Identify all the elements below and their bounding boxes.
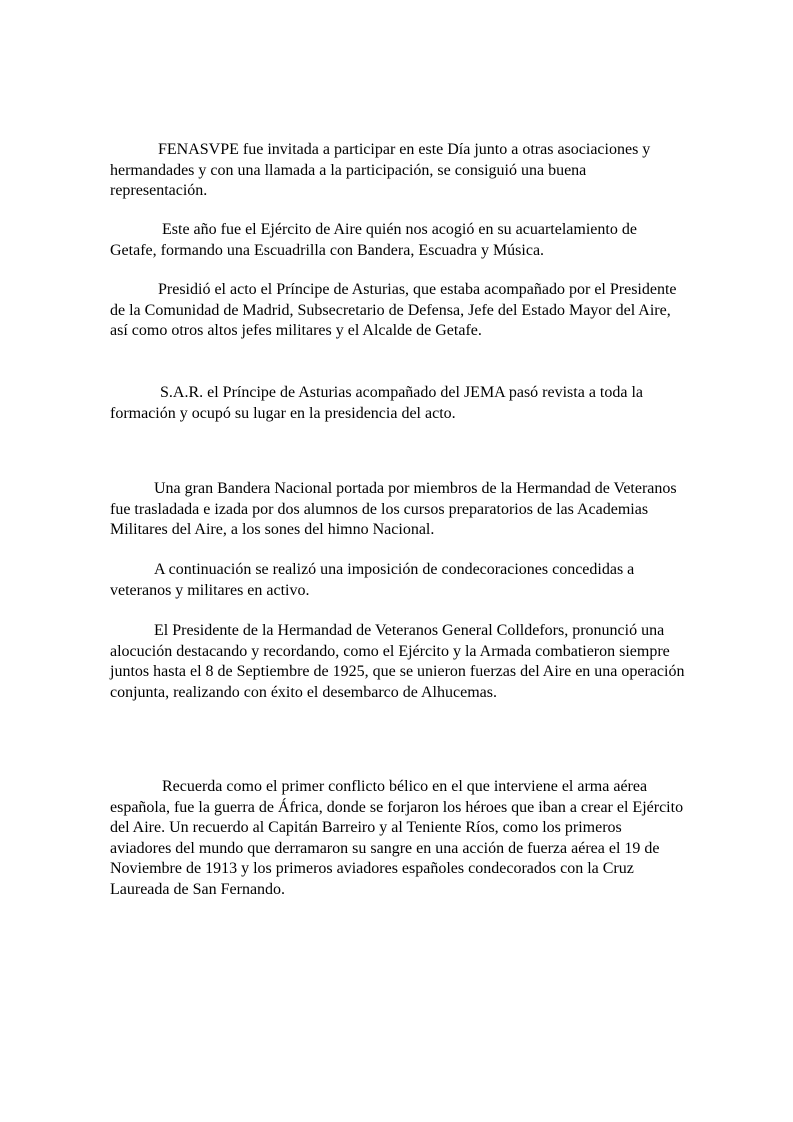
paragraph-recuerda-conflicto: Recuerda como el primer conflicto bélico en el que interviene el arma aérea española, fue la guerra de África, donde se forjaron los héroes que iban a crear el Ejército del Aire. Un recuerdo al Capitán Barreiro y al Teniente Ríos, como los primeros aviadores del mundo que derramaron su sangre en una acción de fuerza aérea el 19 de Noviembre de 1913 y los primeros aviadores españoles condecorados con la Cruz Laureada de San Fernando. — [110, 778, 684, 898]
paragraph-ejercito-aire-getafe: Este año fue el Ejército de Aire quién nos acogió en su acuartelamiento de Getafe, formando una Escuadrilla con Bandera, Escuadra y Música. — [110, 221, 637, 259]
paragraph-condecoraciones: A continuación se realizó una imposición de condecoraciones concedidas a veteranos y militares en activo. — [110, 561, 635, 599]
paragraph-sar-revista: S.A.R. el Príncipe de Asturias acompañado del JEMA pasó revista a toda la formación y ocupó su lugar en la presidencia del acto. — [110, 384, 644, 422]
paragraph-bandera-nacional: Una gran Bandera Nacional portada por miembros de la Hermandad de Veteranos fue trasladada e izada por dos alumnos de los cursos preparatorios de las Academias Militares del Aire, a los sones del himno Nacional. — [110, 480, 677, 539]
paragraph-fenasvpe-invitation: FENASVPE fue invitada a participar en este Día junto a otras asociaciones y hermandades y con una llamada a la participación, se consiguió una buena representación. — [110, 141, 651, 200]
paragraph-presidente-hermandad: El Presidente de la Hermandad de Veteranos General Colldefors, pronunció una alocución destacando y recordando, como el Ejército y la Armada combatieron siempre juntos hasta el 8 de Septiembre de 1925, que se unieron fuerzas del Aire en una operación conjunta, realizando con éxito el desembarco de Alhucemas. — [110, 622, 685, 701]
paragraph-presidio-acto: Presidió el acto el Príncipe de Asturias, que estaba acompañado por el Presidente de la Comunidad de Madrid, Subsecretario de Defensa, Jefe del Estado Mayor del Aire, así como otros altos jefes militares y el Alcalde de Getafe. — [110, 281, 677, 340]
